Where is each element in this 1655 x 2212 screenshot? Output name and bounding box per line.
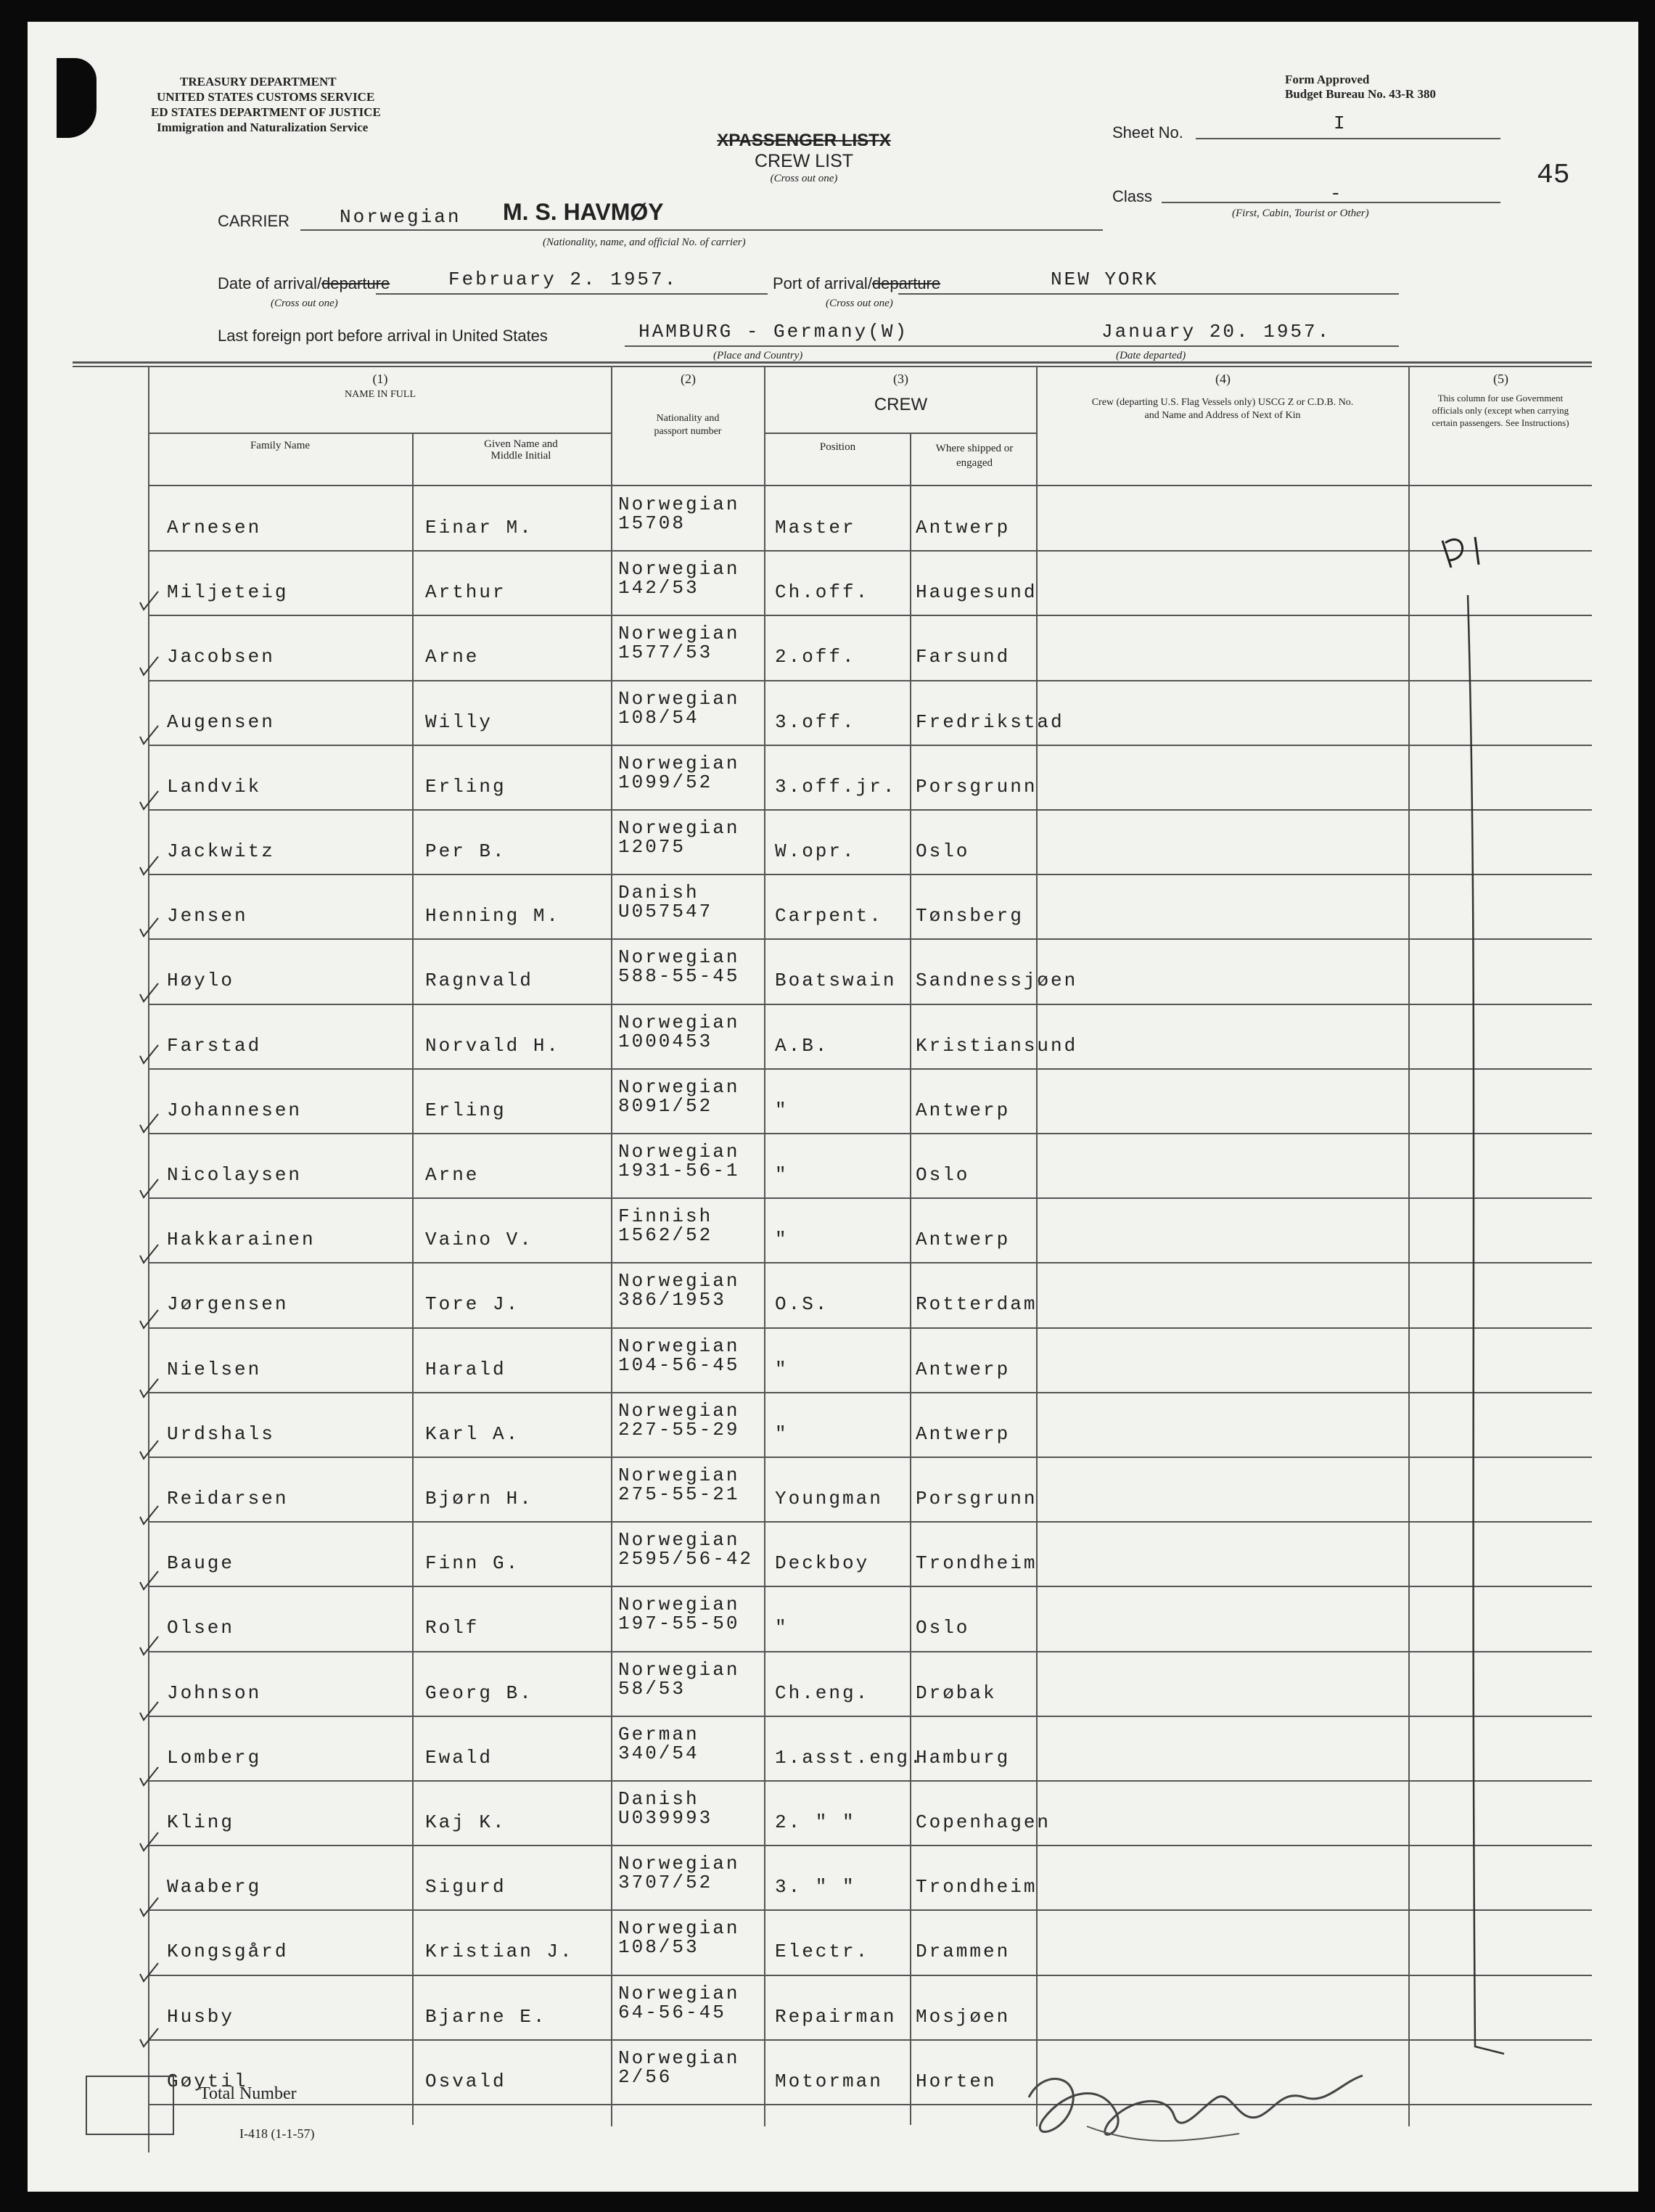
position: Boatswain <box>775 970 897 992</box>
where-engaged: Antwerp <box>916 1099 1011 1121</box>
where-engaged: Porsgrunn <box>916 775 1038 798</box>
given-name: Rolf <box>425 1617 480 1639</box>
passport-number: 1577/53 <box>618 642 713 664</box>
where-engaged: Mosjøen <box>916 2005 1011 2028</box>
given-name: Kaj K. <box>425 1811 506 1833</box>
nationality: Norwegian <box>618 558 740 581</box>
where-engaged: Antwerp <box>916 1229 1011 1251</box>
row-rule <box>148 1586 1592 1587</box>
port-cross-note: (Cross out one) <box>826 298 893 309</box>
given-name: Erling <box>425 1099 506 1121</box>
given-name-header: Given Name and Middle Initial <box>484 438 558 462</box>
passport-number: 1099/52 <box>618 771 713 793</box>
where-engaged: Fredrikstad <box>916 710 1064 733</box>
port-arrival-value: NEW YORK <box>1051 269 1159 290</box>
where-engaged: Antwerp <box>916 517 1011 538</box>
dept-customs: UNITED STATES CUSTOMS SERVICE <box>157 90 375 104</box>
position: " <box>775 1229 789 1251</box>
row-rule <box>148 1392 1592 1393</box>
nationality: Norwegian <box>618 1270 740 1293</box>
date-arrival-value: February 2. 1957. <box>448 269 678 290</box>
row-rule <box>148 1457 1592 1458</box>
position: 3. " " <box>775 1876 856 1898</box>
position: 2. " " <box>775 1811 856 1833</box>
nationality: Norwegian <box>618 1335 740 1357</box>
family-name: Olsen <box>167 1617 235 1639</box>
row-rule <box>148 1780 1592 1782</box>
position: " <box>775 1617 789 1639</box>
date-departed-underline <box>969 345 1399 347</box>
official-bracket-mark <box>1435 523 1537 2090</box>
family-name: Kongsgård <box>167 1941 289 1963</box>
given-name: Erling <box>425 775 506 798</box>
position: Ch.off. <box>775 581 870 604</box>
nationality: Norwegian <box>618 1399 740 1422</box>
where-engaged: Haugesund <box>916 581 1038 604</box>
row-rule <box>148 1845 1592 1846</box>
passport-number: 108/54 <box>618 706 699 729</box>
nationality: Norwegian <box>618 687 740 710</box>
given-name: Osvald <box>425 2070 506 2092</box>
family-name: Landvik <box>167 775 262 798</box>
header-split-crew <box>764 433 1038 434</box>
position: W.opr. <box>775 840 856 862</box>
family-name: Johnson <box>167 1681 262 1704</box>
passport-number: 2595/56-42 <box>618 1548 754 1570</box>
row-rule <box>148 809 1592 811</box>
family-name: Bauge <box>167 1552 235 1575</box>
position-header: Position <box>819 441 856 453</box>
row-rule <box>148 615 1592 616</box>
family-name: Gøytil <box>167 2070 248 2092</box>
nationality: Norwegian <box>618 817 740 839</box>
where-engaged: Antwerp <box>916 1422 1011 1445</box>
row-rule <box>148 1327 1592 1329</box>
header-split-name <box>148 433 612 434</box>
col3-number: (3) <box>893 372 908 386</box>
position: Master <box>775 517 856 538</box>
carrier-label: CARRIER <box>218 212 290 230</box>
where-engaged: Drøbak <box>916 1681 997 1704</box>
passport-number: U057547 <box>618 901 713 923</box>
family-name-header: Family Name <box>250 440 311 451</box>
where-engaged: Kristiansund <box>916 1034 1078 1057</box>
where-engaged: Porsgrunn <box>916 1488 1038 1510</box>
place-country-note: (Place and Country) <box>713 350 803 361</box>
row-rule <box>148 1521 1592 1523</box>
row-rule <box>148 1197 1592 1199</box>
agency-block <box>151 74 381 135</box>
carrier-underline <box>300 229 1103 231</box>
row-rule <box>148 1004 1592 1005</box>
dept-ins: Immigration and Naturalization Service <box>157 120 369 134</box>
position: Youngman <box>775 1488 883 1510</box>
family-name: Jacobsen <box>167 646 275 668</box>
col-div-crew-gov <box>1408 367 1410 2126</box>
given-name: Arne <box>425 1164 480 1186</box>
sheet-value: I <box>1334 112 1347 134</box>
nationality: Norwegian <box>618 1594 740 1616</box>
passport-number: 108/53 <box>618 1936 699 1959</box>
where-engaged: Oslo <box>916 1164 970 1186</box>
date-departed-value: January 20. 1957. <box>1101 321 1331 343</box>
port-arrival-struck: departure <box>871 274 941 292</box>
nationality: Norwegian <box>618 493 740 515</box>
class-note: (First, Cabin, Tourist or Other) <box>1232 208 1369 219</box>
passport-number: 142/53 <box>618 577 699 599</box>
row-rule <box>148 938 1592 940</box>
given-name: Sigurd <box>425 1876 506 1898</box>
passport-number: 1000453 <box>618 1030 713 1052</box>
position: O.S. <box>775 1293 829 1316</box>
position: Carpent. <box>775 905 883 927</box>
table-top-rule-1 <box>73 361 1592 364</box>
family-name: Miljeteig <box>167 581 289 604</box>
given-name: Arthur <box>425 581 506 604</box>
total-number-box <box>86 2076 174 2135</box>
col1-number: (1) <box>372 372 388 386</box>
nationality: Norwegian <box>618 1529 740 1552</box>
position: 1.asst.eng. <box>775 1746 924 1769</box>
position: " <box>775 1164 789 1186</box>
where-engaged: Sandnessjøen <box>916 970 1078 992</box>
family-name: Husby <box>167 2005 235 2028</box>
given-name: Per B. <box>425 840 506 862</box>
given-name: Karl A. <box>425 1422 520 1445</box>
passport-number: 58/53 <box>618 1677 686 1700</box>
family-name: Nielsen <box>167 1358 262 1380</box>
where-engaged: Antwerp <box>916 1358 1011 1380</box>
nationality: Norwegian <box>618 1982 740 2004</box>
port-arrival-underline <box>898 293 1399 295</box>
carrier-nationality: Norwegian <box>340 206 461 228</box>
nationality: Norwegian <box>618 1141 740 1163</box>
dept-justice: ED STATES DEPARTMENT OF JUSTICE <box>151 105 381 119</box>
passport-number: 64-56-45 <box>618 2001 726 2023</box>
class-value: - <box>1330 183 1344 205</box>
col4-number: (4) <box>1215 372 1231 386</box>
passport-number: 2/56 <box>618 2065 673 2088</box>
date-arrival-label <box>218 274 390 293</box>
port-arrival-text: Port of arrival/ <box>773 274 872 292</box>
nationality: Danish <box>618 882 699 904</box>
family-name: Johannesen <box>167 1099 303 1121</box>
passport-number: U039993 <box>618 1807 713 1829</box>
cross-out-note: (Cross out one) <box>770 173 838 184</box>
col1-title: NAME IN FULL <box>345 389 416 400</box>
col-div-given-nat <box>611 367 612 2126</box>
given-name: Ewald <box>425 1746 493 1769</box>
family-name: Jørgensen <box>167 1293 289 1316</box>
given-name: Einar M. <box>425 517 533 538</box>
family-name: Farstad <box>167 1034 262 1057</box>
position: 3.off.jr. <box>775 775 897 798</box>
where-engaged: Hamburg <box>916 1746 1011 1769</box>
row-rule <box>148 874 1592 875</box>
given-name: Norvald H. <box>425 1034 561 1057</box>
nationality: Norwegian <box>618 1658 740 1681</box>
date-arrival-text: Date of arrival/ <box>218 274 322 292</box>
nationality: Norwegian <box>618 1853 740 1875</box>
given-name: Bjarne E. <box>425 2005 547 2028</box>
where-engaged: Oslo <box>916 1617 970 1639</box>
row-rule <box>148 1975 1592 1976</box>
dept-treasury: TREASURY DEPARTMENT <box>180 75 337 89</box>
row-rule <box>148 1909 1592 1911</box>
passport-number: 227-55-29 <box>618 1418 740 1441</box>
where-engaged: Trondheim <box>916 1876 1038 1898</box>
col-div-where-crew <box>1036 367 1038 2126</box>
last-port-value: HAMBURG - Germany(W) <box>638 321 909 343</box>
date-arrival-underline <box>376 293 768 295</box>
nationality: German <box>618 1723 699 1745</box>
nationality: Norwegian <box>618 1076 740 1098</box>
date-arrival-struck: departure <box>321 274 390 292</box>
family-name: Nicolaysen <box>167 1164 303 1186</box>
row-rule <box>148 1133 1592 1134</box>
nationality: Norwegian <box>618 2047 740 2069</box>
sheet-label: Sheet No. <box>1112 123 1183 142</box>
given-name: Kristian J. <box>425 1941 574 1963</box>
given-name: Willy <box>425 710 493 733</box>
col-div-family-given <box>412 434 414 2125</box>
passport-number: 340/54 <box>618 1742 699 1764</box>
class-label: Class <box>1112 187 1153 205</box>
where-engaged: Copenhagen <box>916 1811 1051 1833</box>
position: 3.off. <box>775 710 856 733</box>
where-engaged: Horten <box>916 2070 997 2092</box>
nationality: Norwegian <box>618 623 740 645</box>
check-marks <box>136 588 180 2105</box>
row-rule <box>148 1068 1592 1070</box>
position: Motorman <box>775 2070 883 2092</box>
position: " <box>775 1358 789 1380</box>
nationality: Norwegian <box>618 1465 740 1486</box>
port-arrival-label <box>773 274 940 293</box>
family-name: Hakkarainen <box>167 1229 316 1251</box>
where-engaged: Oslo <box>916 840 970 862</box>
crew-list-title: CREW LIST <box>754 151 854 171</box>
signature <box>1000 2054 1406 2163</box>
row-rule <box>148 680 1592 681</box>
row-rule <box>148 1262 1592 1263</box>
nationality: Norwegian <box>618 1011 740 1033</box>
passenger-list-struck: XPASSENGER LISTX <box>717 131 891 150</box>
passport-number: 197-55-50 <box>618 1613 740 1635</box>
page-number: 45 <box>1537 160 1570 191</box>
col5-title: This column for use Government officials only (except when carrying certain passengers. See Instructions) <box>1432 393 1569 428</box>
family-name: Augensen <box>167 710 275 733</box>
where-engaged: Tønsberg <box>916 905 1024 927</box>
family-name: Arnesen <box>167 517 262 538</box>
form-approved: Form Approved <box>1285 73 1370 86</box>
passport-number: 588-55-45 <box>618 965 740 988</box>
where-header: Where shipped or engaged <box>935 443 1014 469</box>
col2-number: (2) <box>681 372 696 386</box>
family-name: Urdshals <box>167 1422 275 1445</box>
nationality: Danish <box>618 1788 699 1810</box>
where-engaged: Trondheim <box>916 1552 1038 1575</box>
last-port-label: Last foreign port before arrival in United States <box>218 327 548 345</box>
family-name: Waaberg <box>167 1876 262 1898</box>
nationality: Norwegian <box>618 946 740 969</box>
passport-number: 12075 <box>618 836 686 858</box>
crew-list-form <box>28 22 1638 2192</box>
sheet-underline <box>1196 138 1500 139</box>
position: A.B. <box>775 1034 829 1057</box>
position: " <box>775 1099 789 1121</box>
passport-number: 15708 <box>618 512 686 534</box>
family-name: Lomberg <box>167 1746 262 1769</box>
position: Electr. <box>775 1941 870 1963</box>
torn-corner <box>57 58 96 138</box>
position: Ch.eng. <box>775 1681 870 1704</box>
budget-bureau: Budget Bureau No. 43-R 380 <box>1285 87 1436 101</box>
given-name: Ragnvald <box>425 970 533 992</box>
col-div-nat-pos <box>764 367 765 2126</box>
row-rule <box>148 2039 1592 2041</box>
last-port-underline <box>625 345 969 347</box>
col4-title: Crew (departing U.S. Flag Vessels only) USCG Z or C.D.B. No. and Name and Address of Next of Kin <box>1091 397 1354 421</box>
carrier-note: (Nationality, name, and official No. of carrier) <box>543 237 746 248</box>
given-name: Arne <box>425 646 480 668</box>
passport-number: 1562/52 <box>618 1224 713 1247</box>
where-engaged: Farsund <box>916 646 1011 668</box>
where-engaged: Drammen <box>916 1941 1011 1963</box>
family-name: Jensen <box>167 905 248 927</box>
position: 2.off. <box>775 646 856 668</box>
date-cross-note: (Cross out one) <box>271 298 338 309</box>
form-number: I-418 (1-1-57) <box>239 2126 315 2141</box>
passport-number: 1931-56-1 <box>618 1160 740 1181</box>
given-name: Finn G. <box>425 1552 520 1575</box>
given-name: Bjørn H. <box>425 1488 533 1510</box>
row-rule <box>148 550 1592 552</box>
given-name: Harald <box>425 1358 506 1380</box>
family-name: Høylo <box>167 970 235 992</box>
passport-number: 8091/52 <box>618 1094 713 1117</box>
col2-title: Nationality and passport number <box>654 413 722 437</box>
nationality: Norwegian <box>618 752 740 774</box>
date-departed-note: (Date departed) <box>1116 350 1186 361</box>
passport-number: 3707/52 <box>618 1872 713 1894</box>
passport-number: 275-55-21 <box>618 1483 740 1505</box>
passport-number: 104-56-45 <box>618 1353 740 1376</box>
row-rule <box>148 1651 1592 1652</box>
position: Repairman <box>775 2005 897 2028</box>
given-name: Vaino V. <box>425 1229 533 1251</box>
given-name: Tore J. <box>425 1293 520 1316</box>
approval-block <box>1285 73 1436 102</box>
col5-number: (5) <box>1493 372 1508 386</box>
nationality: Norwegian <box>618 1917 740 1940</box>
carrier-name: M. S. HAVMØY <box>503 199 664 225</box>
col3-title: CREW <box>874 395 928 414</box>
position: Deckboy <box>775 1552 870 1575</box>
passport-number: 386/1953 <box>618 1289 726 1311</box>
given-name: Georg B. <box>425 1681 533 1704</box>
where-engaged: Rotterdam <box>916 1293 1038 1316</box>
table-top-rule-2 <box>73 366 1592 367</box>
given-name: Henning M. <box>425 905 561 927</box>
family-name: Kling <box>167 1811 235 1833</box>
nationality: Finnish <box>618 1205 713 1228</box>
family-name: Reidarsen <box>167 1488 289 1510</box>
header-bottom-rule <box>148 485 1592 486</box>
family-name: Jackwitz <box>167 840 275 862</box>
total-number-label: Total Number <box>200 2084 297 2103</box>
position: " <box>775 1422 789 1445</box>
col-div-pos-where <box>910 434 911 2125</box>
row-rule <box>148 1716 1592 1717</box>
row-rule <box>148 745 1592 746</box>
